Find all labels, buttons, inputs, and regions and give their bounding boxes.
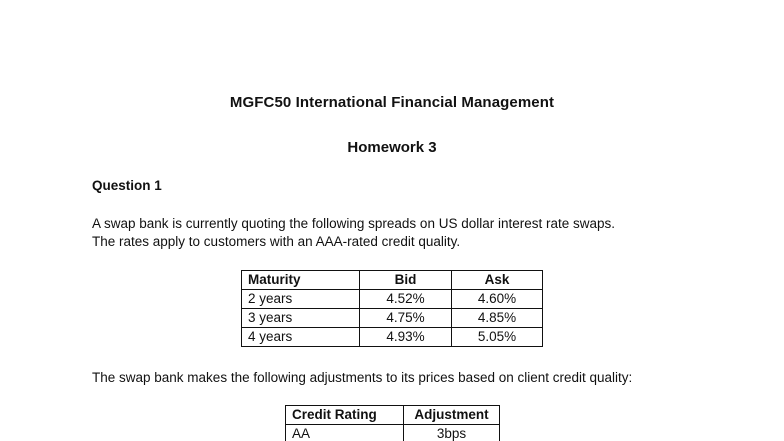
credit-rating-cell: AA <box>286 425 404 441</box>
maturity-cell: 4 years <box>242 328 360 347</box>
bid-cell: 4.75% <box>360 309 452 328</box>
maturity-cell: 3 years <box>242 309 360 328</box>
bid-cell: 4.93% <box>360 328 452 347</box>
header-maturity: Maturity <box>242 271 360 290</box>
table-header-row <box>242 271 543 290</box>
intro-line-1: A swap bank is currently quoting the following spreads on US dollar interest rate swaps. <box>92 216 616 231</box>
table-header-row <box>286 406 500 425</box>
ask-cell: 4.60% <box>452 290 543 309</box>
ask-cell: 5.05% <box>452 328 543 347</box>
header-credit-rating: Credit Rating <box>286 406 404 425</box>
bid-cell: 4.52% <box>360 290 452 309</box>
page-title: MGFC50 International Financial Management <box>229 94 555 111</box>
credit-adjustment-table <box>285 405 500 441</box>
adjustment-cell: 3bps <box>404 425 500 441</box>
ask-cell: 4.85% <box>452 309 543 328</box>
header-adjustment: Adjustment <box>404 406 500 425</box>
intro-line-2: The rates apply to customers with an AAA-rated credit quality. <box>92 234 461 249</box>
swap-rates-table <box>241 270 543 347</box>
table-row <box>242 328 543 347</box>
adjustments-paragraph: The swap bank makes the following adjustments to its prices based on client credit quality: <box>92 370 633 385</box>
header-bid: Bid <box>360 271 452 290</box>
intro-paragraph <box>92 215 615 251</box>
question-heading: Question 1 <box>92 178 162 193</box>
homework-subtitle: Homework 3 <box>347 139 437 156</box>
table-row <box>286 425 500 441</box>
table-row <box>242 290 543 309</box>
table-row <box>242 309 543 328</box>
maturity-cell: 2 years <box>242 290 360 309</box>
header-ask: Ask <box>452 271 543 290</box>
